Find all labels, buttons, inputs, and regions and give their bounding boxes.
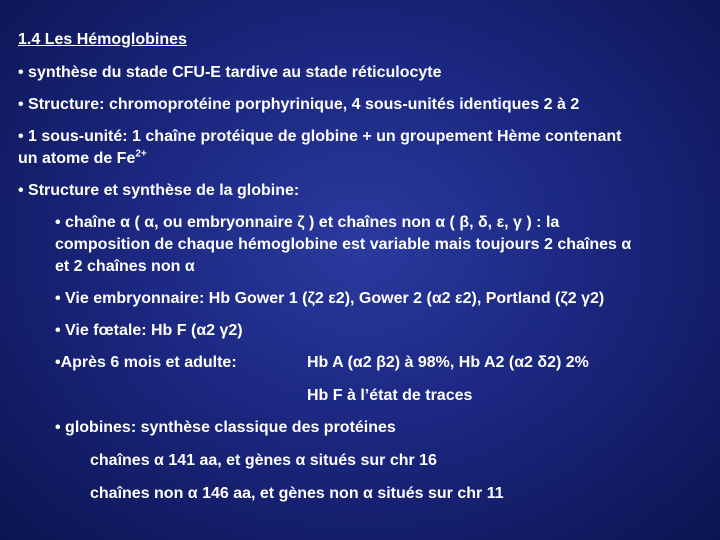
sub-chaine-2: composition de chaque hémoglobine est variable mais toujours 2 chaînes α [55,236,632,253]
sub-adulte-value: Hb A (α2 β2) à 98%, Hb A2 (α2 δ2) 2% [307,354,589,371]
sub-globines-non-alpha: chaînes non α 146 aa, et gènes non α situés sur chr 11 [90,485,504,502]
bullet-synthese: • synthèse du stade CFU-E tardive au stade réticulocyte [18,64,442,81]
sub-adulte-value-2: Hb F à l’état de traces [307,387,473,404]
sub-globines: • globines: synthèse classique des protéines [55,419,396,436]
sub-vie-embryonnaire: • Vie embryonnaire: Hb Gower 1 (ζ2 ε2), Gower 2 (α2 ε2), Portland (ζ2 γ2) [55,290,605,307]
fe-text: un atome de Fe [18,150,136,167]
sub-chaine-1: • chaîne α ( α, ou embryonnaire ζ ) et chaînes non α ( β, δ, ε, γ ) : la [55,214,560,231]
sub-vie-foetale: • Vie fœtale: Hb F (α2 γ2) [55,322,243,339]
bullet-sous-unite: • 1 sous-unité: 1 chaîne protéique de globine + un groupement Hème contenant [18,128,622,145]
sub-adulte-label: •Après 6 mois et adulte: [55,354,237,371]
fe-charge: 2+ [135,148,147,160]
bullet-structure: • Structure: chromoprotéine porphyrinique, 4 sous-unités identiques 2 à 2 [18,96,580,113]
bullet-sous-unite-cont [18,149,147,169]
slide-title: 1.4 Les Hémoglobines [18,31,187,48]
sub-globines-alpha: chaînes α 141 aa, et gènes α situés sur chr 16 [90,452,437,469]
sub-chaine-3: et 2 chaînes non α [55,258,195,275]
bullet-globine: • Structure et synthèse de la globine: [18,182,300,199]
